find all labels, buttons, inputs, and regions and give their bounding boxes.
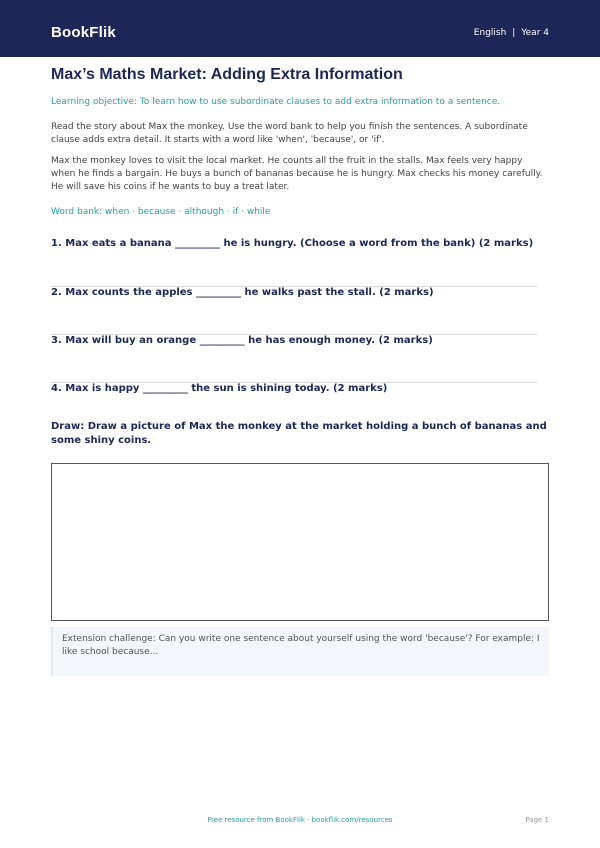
page-number: Page 1 xyxy=(525,816,549,824)
question-2: 2. Max counts the apples _________ he walks past the stall. (2 marks) xyxy=(51,287,434,298)
learning-objective: Learning objective: To learn how to use subordinate clauses to add extra information to a sentence. xyxy=(51,97,501,107)
draw-prompt: Draw: Draw a picture of Max the monkey at the market holding a bunch of bananas and some shiny coins. xyxy=(51,421,547,446)
question-1: 1. Max eats a banana _________ he is hungry. (Choose a word from the bank) (2 marks) xyxy=(51,238,534,249)
drawing-area[interactable] xyxy=(51,463,549,621)
header-bar xyxy=(0,0,600,57)
instructions-paragraph: Read the story about Max the monkey. Use the word bank to help you finish the sentences. A subordinate clause adds extra detail. It starts with a word like 'when', 'because', or 'if'. xyxy=(51,122,528,145)
year-label: Year 4 xyxy=(521,28,549,38)
page-title: Max’s Maths Market: Adding Extra Information xyxy=(51,66,403,83)
word-bank: Word bank: when · because · although · if · while xyxy=(51,207,271,217)
question-4: 4. Max is happy _________ the sun is shining today. (2 marks) xyxy=(51,383,388,394)
story-paragraph: Max the monkey loves to visit the local market. He counts all the fruit in the stalls. Max feels very happy when he finds a bargain. He buys a bunch of bananas because he is hungry. Max checks his money carefully. He will save his coins if he wants to buy a treat later. xyxy=(51,156,543,192)
subject-meta xyxy=(474,28,549,38)
question-3: 3. Max will buy an orange _________ he has enough money. (2 marks) xyxy=(51,335,433,346)
brand-logo[interactable]: BookFlik xyxy=(51,24,116,41)
extension-challenge: Extension challenge: Can you write one sentence about yourself using the word 'because'? For example: I like school because... xyxy=(51,627,549,676)
meta-separator: | xyxy=(512,28,516,38)
subject-label: English xyxy=(473,28,507,38)
footer-link[interactable]: Free resource from BookFlik · bookflik.com/resources xyxy=(207,816,393,824)
